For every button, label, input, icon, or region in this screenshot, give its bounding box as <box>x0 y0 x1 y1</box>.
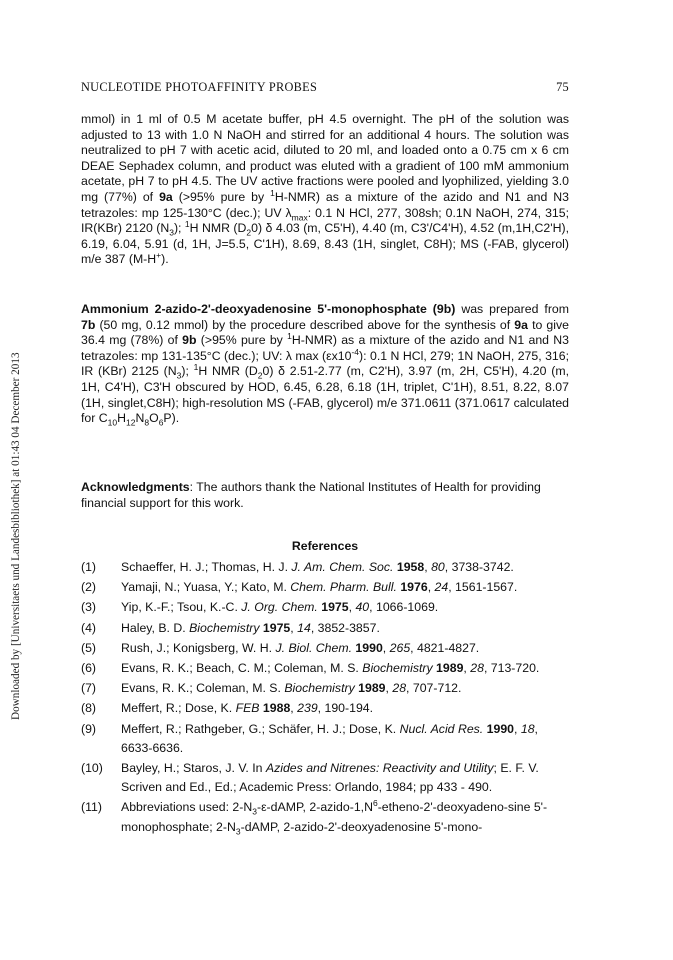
reference-item: (8) Meffert, R.; Dose, K. FEB 1988, 239, 190-194. <box>81 701 374 716</box>
experimental-paragraph-9b: Ammonium 2-azido-2'-deoxyadenosine 5'-monophosphate (9b) was prepared from 7b (50 mg, 0.12 mmol) by the procedure described above for the synthesis of 9a to give 36.4 mg (78%) of 9b (>95% pure by $^1$H-NMR) as a mixture of the azido and N1 and N3 tetrazoles: mp 131-135°C (dec.); UV: λ $\max (\varepsilon x10^{-4})$: 0.1 N HCl, 279; 1N NaOH, 275, 316; IR (KBr) 2125 $(N_3)$; $^1$H NMR $(D_20)$ δ 2.51-2.77 (m, C2'H), 3.97 (m, 2H, C5'H), 4.20 (m, 1H, C4'H), C3'H obscured by HOD, 6.45, 6.28, 6.18 (1H, triplet, C'1H), 8.51, 8.22, 8.07 (1H, singlet,C8H); high-resolution MS (-FAB, glycerol) m/e 371.0611 (371.0617 calculated for $C_{10}H_{12}N_8O_6P$). <box>81 302 570 428</box>
acknowledgments-heading: Acknowledgments <box>81 480 190 494</box>
references-heading: References <box>291 539 359 553</box>
acknowledgments-paragraph: Acknowledgments: The authors thank the National Institutes of Health for providing financial support for this work. <box>81 480 541 510</box>
reference-item: (11) Abbreviations used: $2-N_3-\varepsilon$-dAMP, $2-azido-1,N^6-etheno-2'-deoxyadeno$-sine 5'-monophosphate; $2-N_3$-dAMP, 2-azido-2'-deoxyadenosine 5'-mono- <box>81 798 548 837</box>
reference-item: (3) Yip, K.-F.; Tsou, K.-C. J. Org. Chem. 1975, 40, 1066-1069. <box>81 600 439 615</box>
page-number: 75 <box>556 80 569 94</box>
experimental-paragraph-9a: mmol) in 1 ml of 0.5 M acetate buffer, pH 4.5 overnight. The pH of the solution was adjusted to 13 with 1.0 N NaOH and stirred for an additional 4 hours. The solution was neutralized to pH 7 with acetic acid, diluted to 20 ml, and loaded onto a 0.75 cm x 6 cm DEAE Sephadex column, and product was eluted with a gradient of 100 mM ammonium acetate, pH 7 to pH 4.5. The UV active fractions were pooled and lyophilized, yielding 3.0 mg (77%) of 9a (>95% pure by $^1$H-NMR) as a mixture of the azido and N1 and N3 tetrazoles: mp 125-130°C (dec.); UV $\lambda_{max}$: 0.1 N HCl, 277, 308sh; 0.1N NaOH, 274, 315; IR(KBr) 2120 $(N_3)$; $^1$H NMR $(D_20)$ δ 4.03 (m, C5'H), 4.40 (m, C3'/C4'H), 4.52 (m,1H,C2'H), 6.19, 6.04, 5.91 (d, 1H, J=5.5, C'1H), 8.69, 8.43 (1H, singlet, C8H); MS (-FAB, glycerol) m/e 387 (M-H+). <box>81 112 570 267</box>
reference-item: (1) Schaeffer, H. J.; Thomas, H. J. J. Am. Chem. Soc. 1958, 80, 3738-3742. <box>81 560 514 574</box>
reference-item: (7) Evans, R. K.; Coleman, M. S. Biochemistry 1989, 28, 707-712. <box>81 681 462 696</box>
reference-item: (4) Haley, B. D. Biochemistry 1975, 14, 3852-3857. <box>81 620 380 635</box>
compound-heading: Ammonium 2-azido-2'-deoxyadenosine 5'-monophosphate (9b) <box>81 302 456 316</box>
reference-item: (2) Yamaji, N.; Yuasa, Y.; Kato, M. Chem. Pharm. Bull. 1976, 24, 1561-1567. <box>81 580 518 595</box>
references-list <box>81 558 569 838</box>
running-title: NUCLEOTIDE PHOTOAFFINITY PROBES <box>81 80 318 94</box>
download-watermark: Downloaded by [Universitaets und Landesbibliothek] at 01:43 04 December 2013 <box>10 352 22 720</box>
compound-label: 9a <box>159 189 173 204</box>
running-header <box>81 80 569 96</box>
reference-item: (9) Meffert, R.; Rathgeber, G.; Schäfer, H. J.; Dose, K. Nucl. Acid Res. 1990, 18, 6633-6636. <box>81 721 538 755</box>
reference-item: (10) Bayley, H.; Staros, J. V. In Azides and Nitrenes: Reactivity and Utility; E. F. V. Scriven and Ed., Ed.; Academic Press: Orlando, 1984; pp 433 - 490. <box>81 761 539 795</box>
reference-item: (6) Evans, R. K.; Beach, C. M.; Coleman, M. S. Biochemistry 1989, 28, 713-720. <box>81 661 540 676</box>
reference-item: (5) Rush, J.; Konigsberg, W. H. J. Biol. Chem. 1990, 265, 4821-4827. <box>81 640 480 655</box>
